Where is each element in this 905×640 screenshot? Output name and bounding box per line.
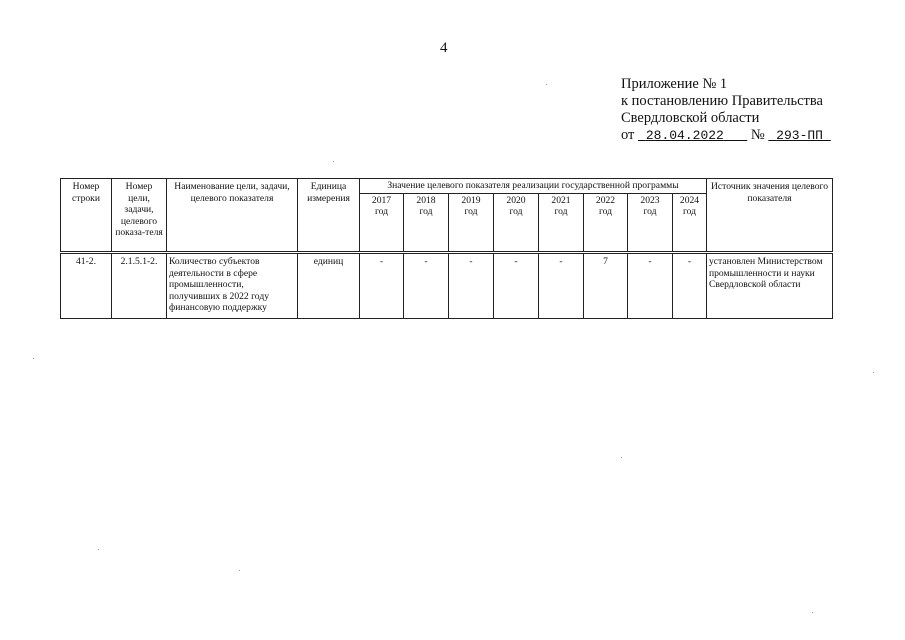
decree-number: 293-ПП	[776, 128, 823, 143]
header-year-2019: 2019 год	[449, 193, 494, 252]
scan-speck	[98, 549, 99, 550]
cell-source: установлен Министерством промышленности и науки Свердловской области	[707, 254, 833, 319]
header-unit: Единица измерения	[298, 179, 360, 252]
cell-value-2024: -	[673, 254, 707, 319]
cell-value-2021: -	[539, 254, 584, 319]
cell-name: Количество субъектов деятельности в сфере промышленности, получивших в 2022 году финансовую поддержку	[167, 254, 298, 319]
cell-row-number: 41-2.	[61, 254, 112, 319]
scan-speck	[33, 358, 34, 359]
indicators-table	[60, 178, 833, 319]
scan-speck	[546, 84, 547, 85]
header-values-group: Значение целевого показателя реализации государственной программы	[360, 179, 707, 194]
scan-speck	[621, 457, 622, 458]
header-year-2017: 2017 год	[360, 193, 404, 252]
header-row-number: Номер строки	[61, 179, 112, 252]
page-number: 4	[440, 40, 448, 56]
appendix-block	[621, 76, 831, 144]
scan-speck	[812, 612, 813, 613]
cell-unit: единиц	[298, 254, 360, 319]
header-goal-number: Номер цели, задачи, целевого показа-теля	[112, 179, 167, 252]
header-year-2018: 2018 год	[404, 193, 449, 252]
date-prefix: от	[621, 127, 635, 143]
scan-speck	[333, 161, 334, 162]
cell-value-2023: -	[628, 254, 673, 319]
appendix-title: Приложение № 1	[621, 76, 728, 92]
appendix-line-region: Свердловской области	[621, 110, 760, 126]
header-year-2024: 2024 год	[673, 193, 707, 252]
decree-date: 28.04.2022	[645, 128, 724, 143]
header-year-2020: 2020 год	[494, 193, 539, 252]
appendix-date-line	[621, 127, 831, 144]
number-prefix: №	[750, 127, 765, 143]
cell-value-2020: -	[494, 254, 539, 319]
scan-speck	[239, 570, 240, 571]
header-source: Источник значения целевого показателя	[707, 179, 833, 252]
cell-value-2017: -	[360, 254, 404, 319]
cell-value-2019: -	[449, 254, 494, 319]
table-row	[61, 254, 833, 319]
cell-goal-number: 2.1.5.1-2.	[112, 254, 167, 319]
header-name: Наименование цели, задачи, целевого показателя	[167, 179, 298, 252]
header-year-2022: 2022 год	[584, 193, 628, 252]
header-row-1	[61, 179, 833, 194]
cell-value-2018: -	[404, 254, 449, 319]
appendix-line-decree: к постановлению Правительства	[621, 93, 823, 109]
header-year-2023: 2023 год	[628, 193, 673, 252]
cell-value-2022: 7	[584, 254, 628, 319]
header-year-2021: 2021 год	[539, 193, 584, 252]
scan-speck	[873, 372, 874, 373]
